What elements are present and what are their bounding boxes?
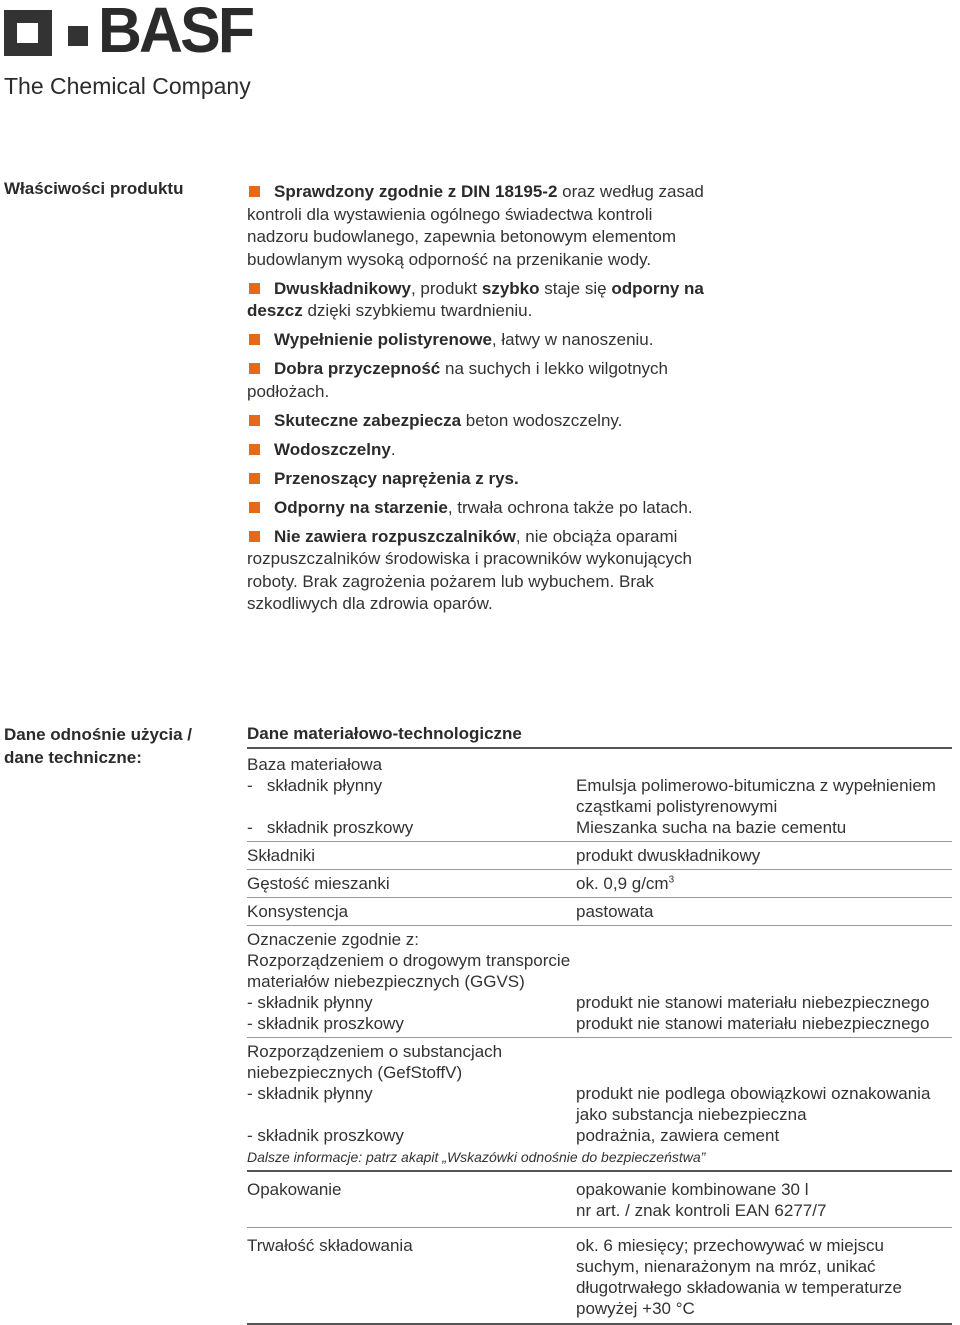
property-highlight: Przenoszący naprężenia z rys. — [274, 468, 519, 488]
gefstoff-line1: Rozporządzeniem o substancjach niebezpiecznych (GefStoffV) — [247, 1042, 503, 1082]
base-heading: Baza materiałowa — [247, 755, 383, 774]
storage-label: Trwałość składowania — [247, 1236, 413, 1255]
technical-title: Dane materiałowo-technologiczne — [247, 723, 952, 749]
packaging-value-1: opakowanie kombinowane 30 l — [576, 1180, 809, 1199]
property-text: , produkt — [410, 278, 482, 298]
logo-square-icon — [4, 10, 52, 56]
property-text: . — [390, 439, 396, 459]
property-item — [247, 468, 717, 491]
base-powder-value: Mieszanka sucha na bazie cementu — [576, 818, 847, 837]
properties-label: Właściwości produktu — [4, 179, 184, 198]
property-highlight: Dobra przyczepność — [274, 359, 441, 378]
gefstoff-liquid-label: - składnik płynny — [247, 1084, 373, 1103]
bullet-square-icon — [249, 444, 260, 455]
properties-list — [247, 181, 717, 622]
property-item — [247, 358, 717, 403]
storage-row — [247, 1228, 952, 1325]
property-item — [247, 278, 717, 323]
property-text: dzięki szybkiemu twardnieniu. — [302, 301, 533, 320]
density-label: Gęstość mieszanki — [247, 874, 390, 893]
base-liquid-label: - składnik płynny — [247, 776, 383, 795]
bullet-square-icon — [249, 415, 260, 426]
ggvs-line1: Oznaczenie zgodnie z: — [247, 930, 419, 949]
property-text: oraz według zasad kontroli dla wystawienia ogólnego świadectwa kontroli nadzoru budowlanego, zapewnia betonowym elementom budowlanym wysoką odporność na przenikanie wody. — [247, 182, 704, 269]
components-row — [247, 842, 952, 870]
property-highlight: Sprawdzony zgodnie z DIN 18195-2 — [274, 182, 558, 201]
property-item — [247, 329, 717, 352]
ggvs-powder-value: produkt nie stanowi materiału niebezpiecznego — [576, 1014, 930, 1033]
gefstoff-powder-label: - składnik proszkowy — [247, 1126, 404, 1145]
tagline: The Chemical Company — [4, 73, 251, 99]
bullet-square-icon — [249, 334, 260, 345]
bullet-square-icon — [249, 283, 260, 294]
property-text: , trwała ochrona także po latach. — [447, 497, 693, 517]
ggvs-liquid-label: - składnik płynny — [247, 993, 373, 1012]
property-highlight: Nie zawiera rozpuszczalników — [274, 526, 516, 546]
logo-small-square-icon — [68, 26, 88, 46]
ggvs-powder-label: - składnik proszkowy — [247, 1014, 404, 1033]
components-label: Składniki — [247, 846, 316, 865]
brand-wordmark: BASF — [98, 0, 253, 66]
packaging-row — [247, 1172, 952, 1228]
density-value: ok. 0,9 $g/cm^3$ — [576, 874, 675, 893]
gefstoff-liquid-value: produkt nie podlega obowiązkowi oznakowania jako substancja niebezpieczna — [576, 1084, 931, 1124]
property-text: staje się — [539, 278, 612, 298]
gefstoff-powder-value: podrażnia, zawiera cement — [576, 1126, 780, 1145]
property-highlight: Odporny na starzenie — [274, 497, 448, 517]
components-value: produkt dwuskładnikowy — [576, 846, 761, 865]
packaging-value-2: nr art. / znak kontroli EAN 6277/7 — [576, 1201, 827, 1220]
property-item — [247, 497, 717, 520]
property-text: , łatwy w nanoszeniu. — [491, 330, 654, 349]
technical-table — [247, 723, 952, 1325]
bullet-square-icon — [249, 531, 260, 542]
basf-logo — [4, 0, 266, 66]
ggvs-line2: Rozporządzeniem o drogowym transporcie materiałów niebezpiecznych (GGVS) — [247, 951, 571, 991]
property-text: , nie obciąża oparami rozpuszczalników środowiska i pracowników wykonujących roboty. Brak zagrożenia pożarem lub wybuchem. Brak szkodliwych dla zdrowia oparów. — [247, 526, 693, 613]
bullet-square-icon — [249, 363, 260, 374]
property-highlight: odporny na deszcz — [247, 278, 704, 320]
property-item — [247, 181, 717, 271]
property-item — [247, 439, 717, 462]
ggvs-block — [247, 926, 952, 1038]
bullet-square-icon — [249, 473, 260, 484]
storage-value: ok. 6 miesięcy; przechowywać w miejscu suchym, nienarażonym na mróz, unikać długotrwałego składowania w temperaturze powyżej +30 °C — [576, 1236, 903, 1318]
property-highlight: szybko — [481, 278, 540, 298]
property-item — [247, 526, 717, 616]
gefstoff-block — [247, 1038, 952, 1146]
base-powder-label: - składnik proszkowy — [247, 818, 414, 837]
bullet-square-icon — [249, 502, 260, 513]
property-highlight: Wodoszczelny — [274, 439, 391, 459]
consistency-row — [247, 898, 952, 926]
property-text: na suchych i lekko wilgotnych podłożach. — [247, 359, 668, 401]
consistency-label: Konsystencja — [247, 902, 349, 921]
technical-label: Dane odnośnie użycia / dane techniczne: — [4, 725, 192, 767]
property-item — [247, 410, 717, 433]
packaging-label: Opakowanie — [247, 1180, 342, 1199]
density-row — [247, 870, 952, 898]
bullet-square-icon — [249, 186, 260, 197]
property-text: beton wodoszczelny. — [461, 410, 623, 430]
base-liquid-value: Emulsja polimerowo-bitumiczna z wypełnieniem cząstkami polistyrenowymi — [576, 776, 936, 816]
property-highlight: Dwuskładnikowy — [274, 278, 411, 298]
property-highlight: Wypełnienie polistyrenowe — [274, 330, 492, 349]
consistency-value: pastowata — [576, 902, 654, 921]
property-highlight: Skuteczne zabezpiecza — [274, 410, 462, 430]
ggvs-liquid-value: produkt nie stanowi materiału niebezpiecznego — [576, 993, 930, 1012]
base-block — [247, 749, 952, 842]
safety-note: Dalsze informacje: patrz akapit „Wskazówki odnośnie do bezpieczeństwa” — [247, 1146, 952, 1172]
